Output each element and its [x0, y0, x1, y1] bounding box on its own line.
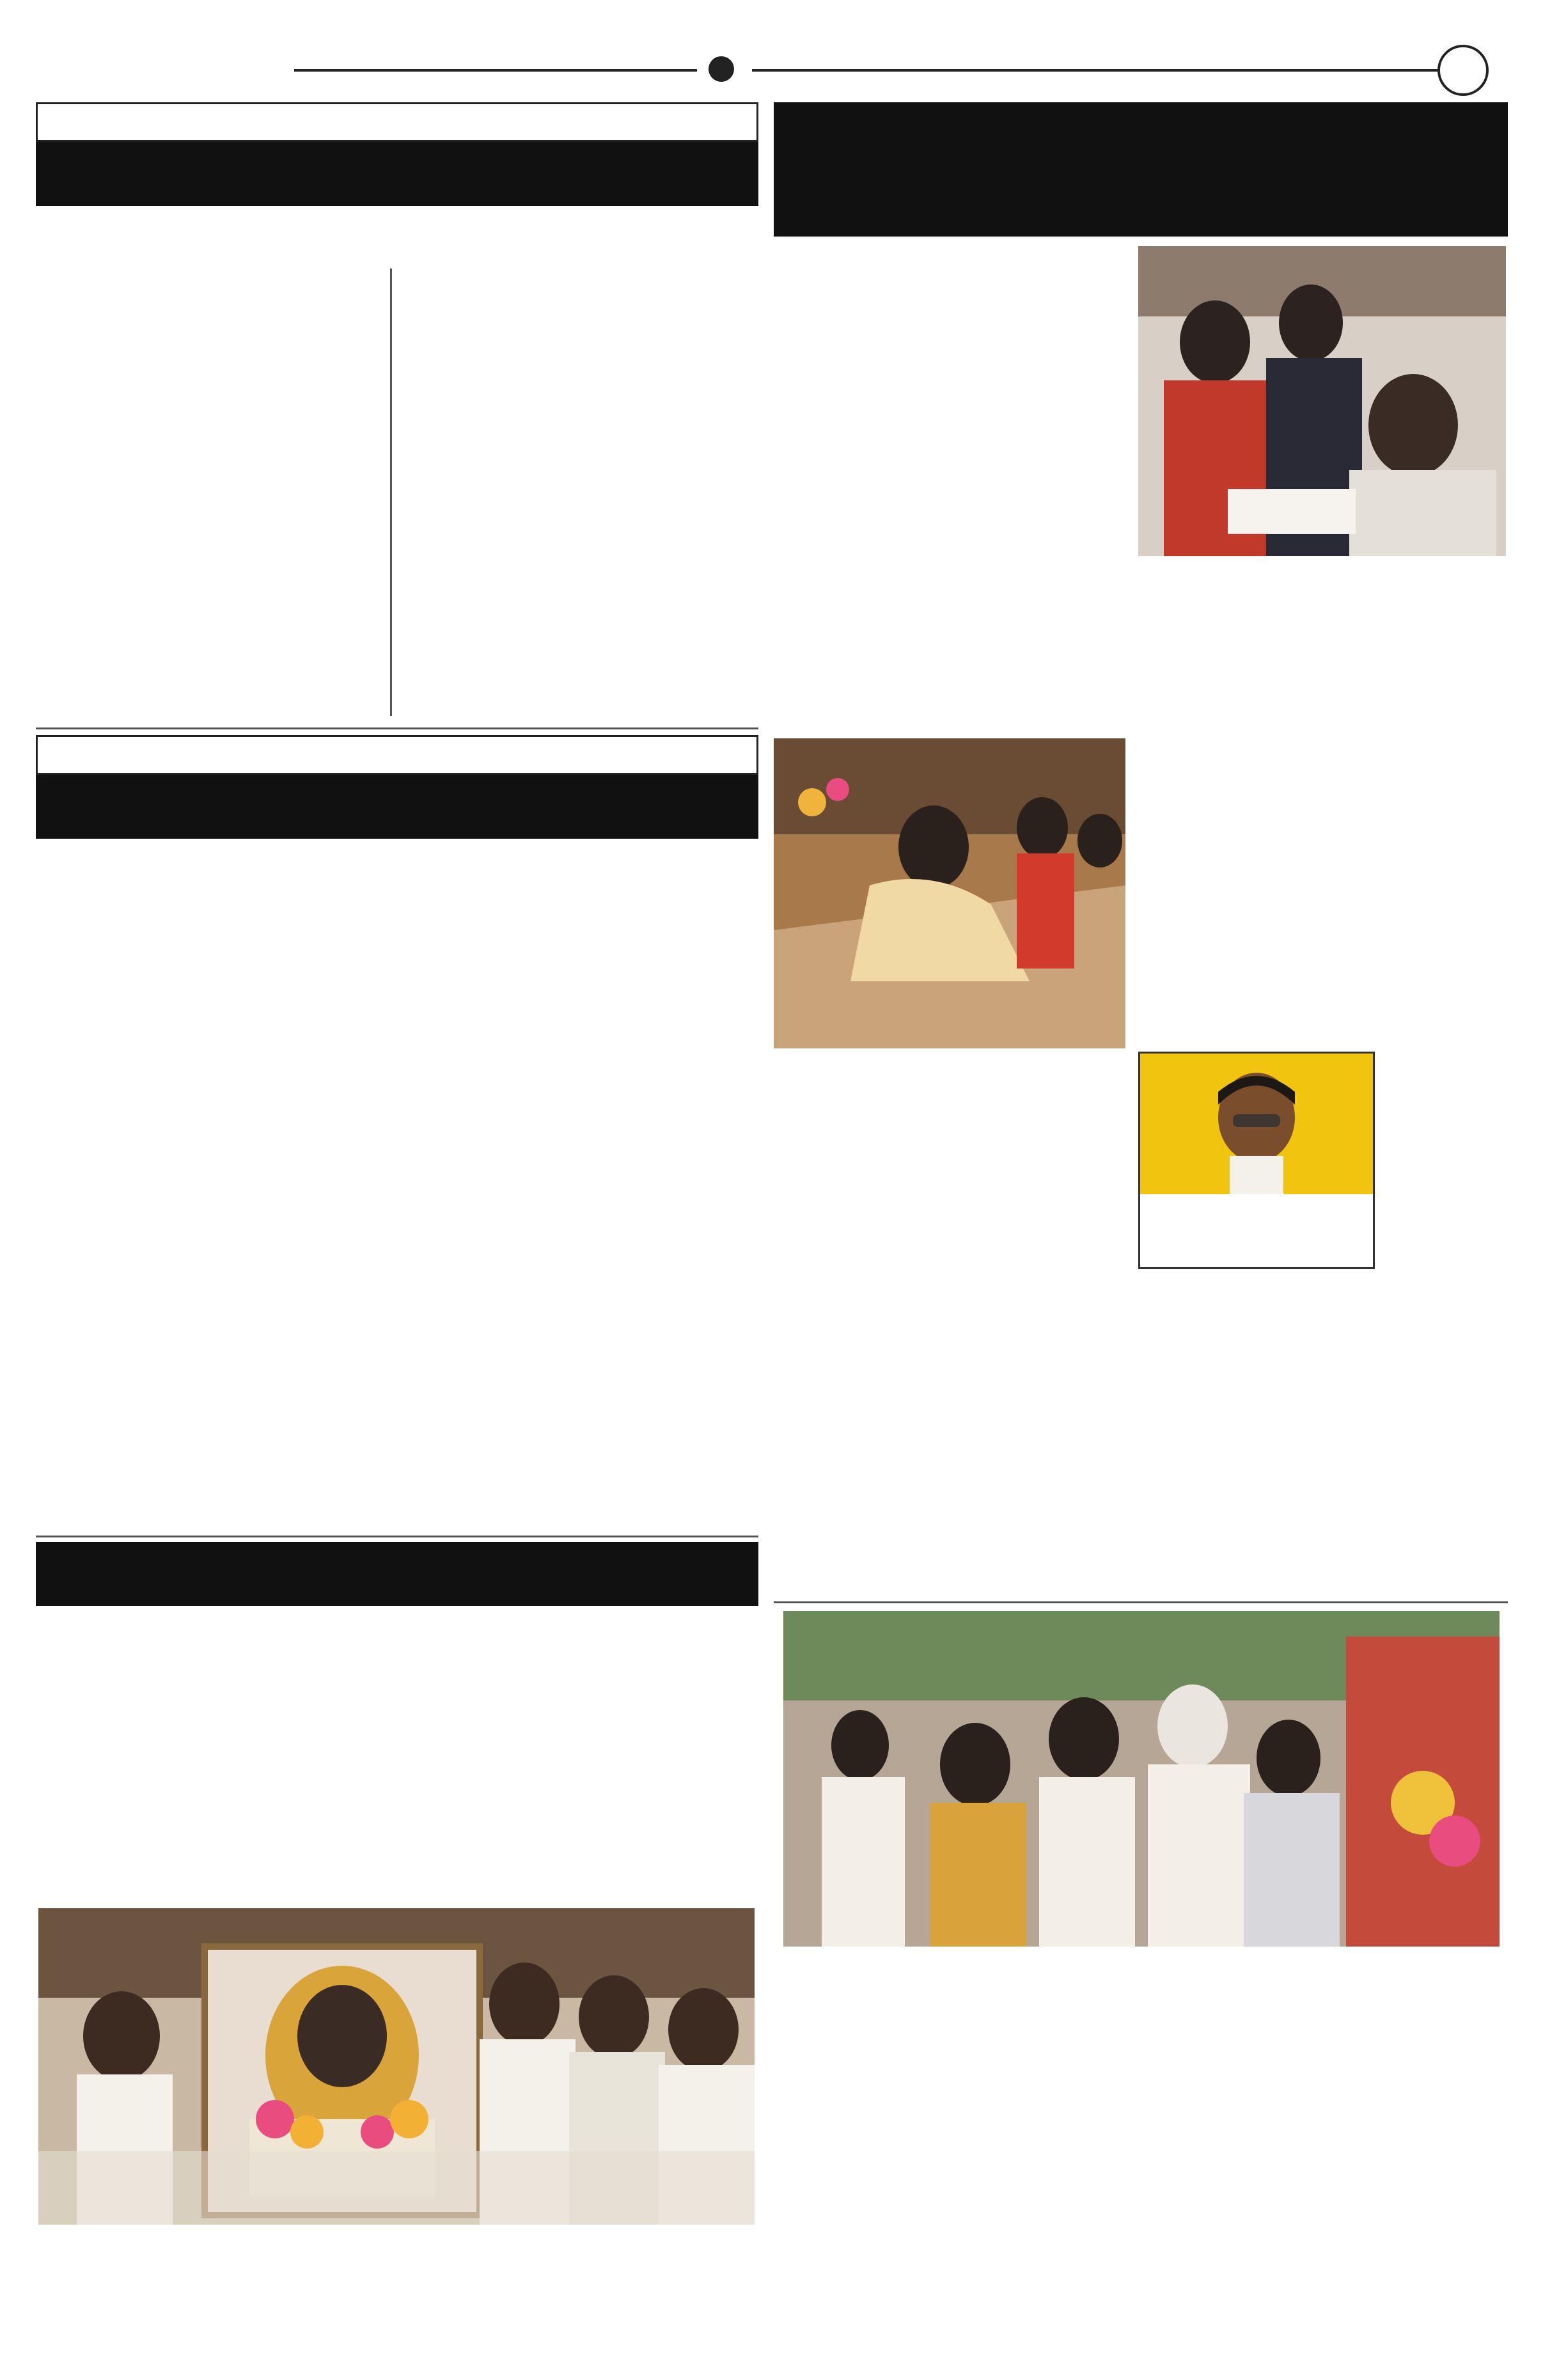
story4-photo-top [1138, 246, 1506, 556]
story2-col-1 [38, 889, 198, 1533]
story4-col-2 [774, 1055, 1125, 1592]
inauguration-photo-image [783, 1611, 1500, 1947]
story4-col-1 [774, 246, 1125, 729]
story4-photo-temple-image [774, 738, 1125, 1048]
story4-photo-top-image [1138, 246, 1506, 556]
story2-subheadline [275, 844, 755, 882]
story3-col-2 [214, 1653, 387, 1895]
page-number [1437, 45, 1489, 96]
story1-lede [45, 268, 377, 486]
memorial-photo-1-image [38, 1908, 755, 2225]
section-divider [36, 1536, 758, 1537]
section-divider [36, 727, 758, 729]
story4-col-3b [1138, 1279, 1506, 1592]
memorial-photo-1 [38, 1908, 755, 2225]
masthead [0, 0, 1543, 96]
masthead-rule [294, 69, 1477, 72]
story3-headline [36, 1542, 758, 1606]
story3-col-3 [396, 1653, 569, 1895]
story4-photo-temple [774, 738, 1125, 1048]
masthead-paper [697, 50, 752, 88]
story1-body-right [403, 268, 758, 716]
story1-headline [36, 142, 758, 206]
story2-headline [36, 775, 758, 839]
story2-col-3 [384, 889, 556, 1533]
story3-subheadline [36, 1611, 758, 1647]
story3-col-4 [579, 1653, 755, 1895]
story4-col-3a [1138, 563, 1506, 1045]
story2-col-4 [569, 889, 755, 1533]
story2-kicker [36, 735, 758, 775]
story1-kicker [36, 102, 758, 142]
story1-body-left [45, 486, 377, 719]
inauguration-photo [783, 1611, 1500, 1947]
section-divider [774, 1601, 1508, 1603]
author-box [1138, 1052, 1375, 1269]
story4-headline [774, 102, 1508, 237]
story2-col-2 [208, 889, 371, 1533]
inauguration-caption [783, 1951, 1500, 2014]
author-photo [1140, 1054, 1373, 1194]
story1-subheadline [36, 214, 758, 259]
paper-logo-icon [709, 56, 734, 82]
column-divider [390, 268, 392, 716]
story3-col-1 [38, 1653, 205, 1895]
